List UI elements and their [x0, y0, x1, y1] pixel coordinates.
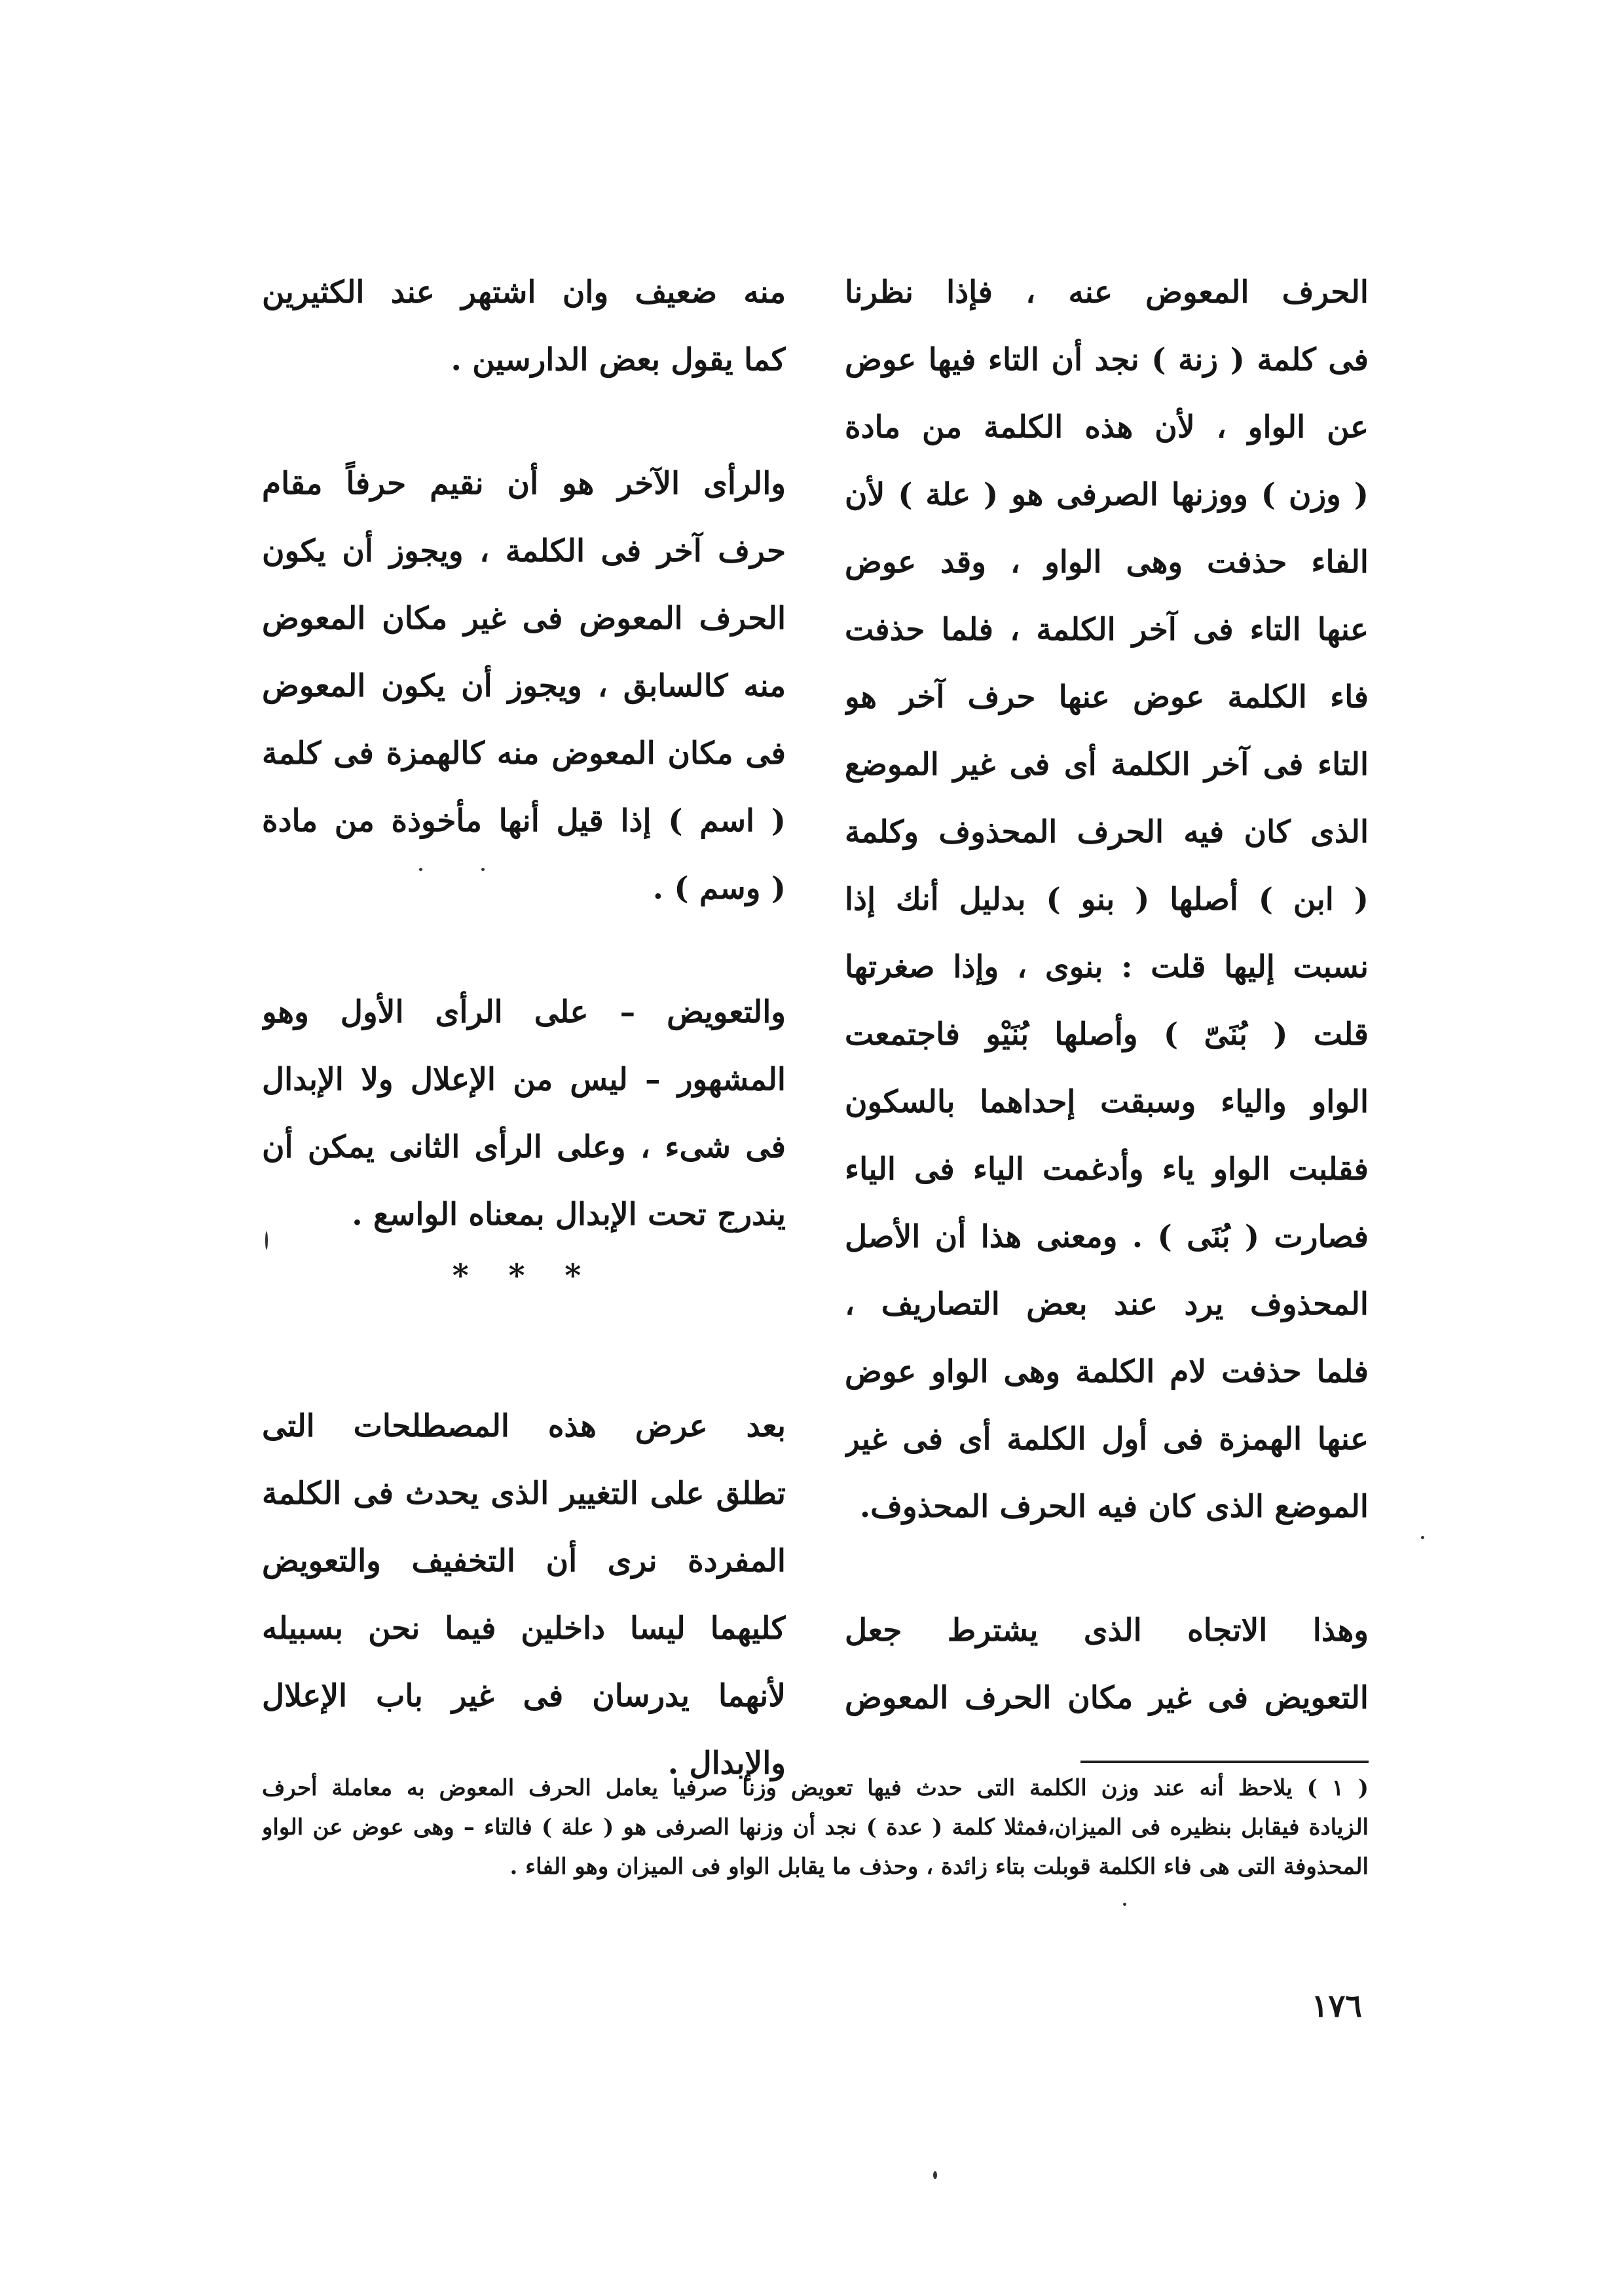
text-line: فاء الكلمة عوض عنها حرف آخر هو: [845, 679, 1369, 715]
footnote-rule: [1080, 1761, 1369, 1763]
text-line: الحرف المعوض فى غير مكان المعوض: [262, 601, 786, 637]
text-line: كما يقول بعض الدارسين .: [451, 342, 786, 378]
text-line: والتعويض – على الرأى الأول وهو: [262, 994, 786, 1030]
text-line: الذى كان فيه الحرف المحذوف وكلمة: [845, 814, 1369, 850]
footnote-line: الزيادة فيقابل بنظيره فى الميزان،فمثلا كلمة ( عدة ) نجد أن وزنها الصرفى هو ( علة ) فالتاء – وهى عوض عن الواو: [262, 1814, 1369, 1840]
scan-speck: [933, 2171, 937, 2179]
right-paragraph-2: [845, 1597, 1369, 1732]
text-line: بعد عرض هذه المصطلحات التى: [262, 1408, 786, 1444]
text-line: منه ضعيف وان اشتهر عند الكثيرين: [262, 274, 786, 310]
text-line: تطلق على التغيير الذى يحدث فى الكلمة: [262, 1476, 786, 1512]
text-line: عن الواو ، لأن هذه الكلمة من مادة: [845, 409, 1369, 445]
text-line: ( ابن ) أصلها ( بنو ) بدليل أنك إذا: [845, 882, 1369, 918]
text-line: المشهور – ليس من الإعلال ولا الإبدال: [262, 1062, 786, 1098]
text-line: الواو والياء وسبقت إحداهما بالسكون: [845, 1084, 1369, 1120]
text-line: المحذوف يرد عند بعض التصاريف ،: [845, 1286, 1369, 1322]
text-line: الفاء حذفت وهى الواو ، وقد عوض: [845, 544, 1369, 580]
text-line: نسبت إليها قلت : بنوى ، وإذا صغرتها: [845, 949, 1369, 985]
scan-speck: [419, 868, 422, 871]
page-number: ١٧٦: [1311, 1988, 1362, 2024]
text-line: ( اسم ) إذا قيل أنها مأخوذة من مادة: [262, 803, 786, 839]
paragraph-gap: [262, 922, 786, 979]
text-line: فلما حذفت لام الكلمة وهى الواو عوض: [845, 1354, 1369, 1390]
text-line: فى شىء ، وعلى الرأى الثانى يمكن أن: [262, 1129, 786, 1165]
text-line: فصارت ( بُنَى ) . ومعنى هذا أن الأصل: [845, 1219, 1369, 1255]
footnote-line: المحذوفة التى هى فاء الكلمة قوبلت بتاء زائدة ، وحذف ما يقابل الواو فى الميزان وهو الفاء .: [509, 1854, 1369, 1880]
text-line: فقلبت الواو ياء وأدغمت الياء فى الياء: [845, 1151, 1369, 1187]
text-line: ( وزن ) ووزنها الصرفى هو ( علة ) لأن: [845, 477, 1369, 513]
scan-speck: [1421, 1536, 1424, 1539]
text-line: الحرف المعوض عنه ، فإذا نظرنا: [845, 274, 1369, 310]
text-line: عنها التاء فى آخر الكلمة ، فلما حذفت: [845, 612, 1369, 648]
text-line: وهذا الاتجاه الذى يشترط جعل: [845, 1613, 1369, 1649]
text-line: عنها الهمزة فى أول الكلمة أى فى غير: [845, 1421, 1369, 1457]
text-line: والإبدال .: [667, 1745, 786, 1782]
footnote-line: ( ١ ) يلاحظ أنه عند وزن الكلمة التى حدث فيها تعويض وزنا صرفيا يعامل الحرف المعوض به معاملة أحرف: [262, 1775, 1369, 1801]
paragraph-gap: [845, 1540, 1369, 1597]
scan-speck: [265, 1231, 268, 1250]
text-line: فى كلمة ( زنة ) نجد أن التاء فيها عوض: [845, 342, 1369, 378]
footnote: [262, 1768, 1369, 1886]
scan-speck: [481, 868, 485, 871]
section-separator: * * *: [452, 1258, 596, 1294]
right-column: [845, 259, 1369, 1732]
text-line: يندرج تحت الإبدال بمعناه الواسع .: [352, 1197, 786, 1233]
left-paragraph-3: [262, 979, 786, 1248]
text-line: والرأى الآخر هو أن نقيم حرفاً مقام: [262, 466, 786, 502]
right-paragraph-1: [845, 259, 1369, 1540]
text-line: المفردة نرى أن التخفيف والتعويض: [262, 1543, 786, 1579]
left-paragraph-1: [262, 259, 786, 394]
text-line: ( وسم ) .: [652, 870, 786, 906]
left-paragraph-4: [262, 1392, 786, 1797]
left-column: [262, 259, 786, 1797]
paragraph-gap: [262, 394, 786, 450]
text-line: التعويض فى غير مكان الحرف المعوض: [845, 1680, 1369, 1716]
text-line: التاء فى آخر الكلمة أى فى غير الموضع: [845, 747, 1369, 783]
left-paragraph-2: [262, 450, 786, 922]
text-line: منه كالسابق ، ويجوز أن يكون المعوض: [262, 668, 786, 704]
text-line: الموضع الذى كان فيه الحرف المحذوف.: [859, 1489, 1369, 1525]
text-line: كليهما ليسا داخلين فيما نحن بسبيله: [262, 1611, 786, 1647]
text-line: حرف آخر فى الكلمة ، ويجوز أن يكون: [262, 533, 786, 569]
scan-speck: [1123, 1903, 1126, 1906]
text-line: قلت ( بُنَىّ ) وأصلها بُنَيْو فاجتمعت: [845, 1017, 1369, 1053]
text-line: فى مكان المعوض منه كالهمزة فى كلمة: [262, 736, 786, 772]
text-line: لأنهما يدرسان فى غير باب الإعلال: [262, 1678, 786, 1714]
